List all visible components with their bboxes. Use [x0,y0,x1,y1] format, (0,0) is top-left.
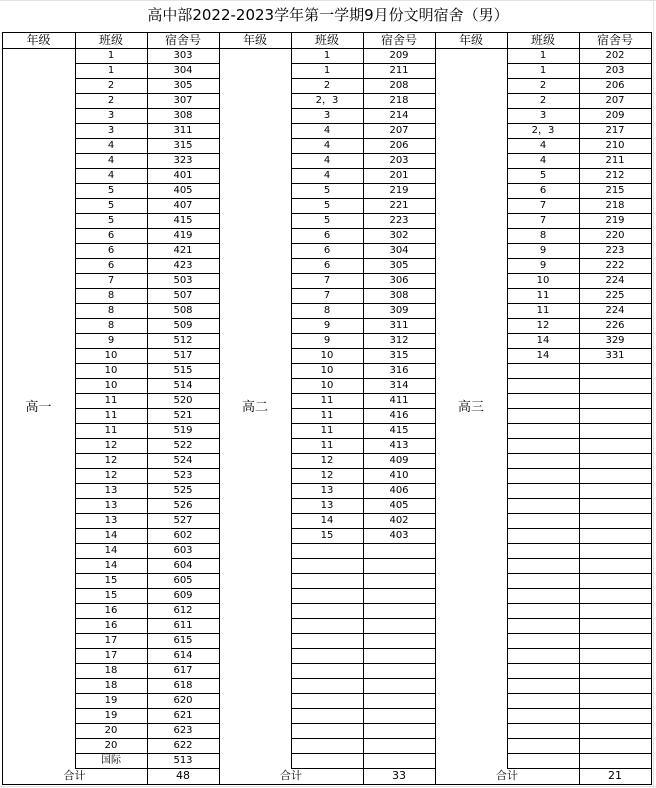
class-number: 13 [104,515,118,526]
dorm-number: 507 [173,290,193,301]
class-number: 3 [107,125,115,136]
class-number: 9 [323,335,331,346]
dorm-number: 415 [173,215,193,226]
dorm-number: 615 [173,635,193,646]
class-number: 6 [539,185,547,196]
dorm-number: 604 [173,560,193,571]
dorm-number: 222 [605,260,625,271]
dorm-number: 211 [605,155,625,166]
class-number: 10 [320,350,334,361]
class-number: 17 [104,650,118,661]
class-number: 4 [107,155,115,166]
border-line [579,32,580,785]
class-number: 14 [536,335,550,346]
dorm-number: 609 [173,590,193,601]
dorm-number: 411 [389,395,409,406]
dorm-number: 419 [173,230,193,241]
class-number: 5 [323,215,331,226]
dorm-number: 315 [389,350,409,361]
dorm-number: 212 [605,170,625,181]
class-number: 5 [323,185,331,196]
class-number: 11 [320,425,334,436]
class-number: 9 [539,260,547,271]
dorm-number: 308 [389,290,409,301]
class-number: 18 [104,665,118,676]
class-number: 8 [107,290,115,301]
dorm-number: 611 [173,620,193,631]
class-number: 14 [536,350,550,361]
dorm-number: 508 [173,305,193,316]
dorm-number: 410 [389,470,409,481]
class-number: 6 [107,245,115,256]
dorm-number: 602 [173,530,193,541]
class-number: 11 [536,290,550,301]
border-line [2,48,652,49]
dorm-number: 323 [173,155,193,166]
dorm-number: 203 [605,65,625,76]
dorm-number: 218 [389,95,409,106]
dorm-number: 621 [173,710,193,721]
class-number: 12 [320,455,334,466]
dorm-number: 526 [173,500,193,511]
class-number: 13 [104,500,118,511]
dorm-number: 618 [173,680,193,691]
dorm-number: 219 [389,185,409,196]
class-number: 7 [323,290,331,301]
border-line [147,32,148,785]
dorm-number: 314 [389,380,409,391]
class-number: 8 [107,320,115,331]
border-line [75,32,76,768]
dorm-number: 224 [605,305,625,316]
class-number: 14 [104,545,118,556]
class-number: 12 [104,470,118,481]
dorm-number: 612 [173,605,193,616]
class-number: 11 [320,440,334,451]
border-line [2,32,3,785]
class-number: 13 [320,485,334,496]
dorm-number: 303 [173,50,193,61]
class-number: 5 [539,170,547,181]
dorm-number: 523 [173,470,193,481]
dorm-number: 206 [605,80,625,91]
dorm-number: 208 [389,80,409,91]
class-number: 3 [323,110,331,121]
class-number: 5 [323,200,331,211]
class-number: 8 [107,305,115,316]
class-number: 18 [104,680,118,691]
dorm-number: 614 [173,650,193,661]
dorm-number: 304 [389,245,409,256]
dorm-number: 316 [389,365,409,376]
header-dorm: 宿舍号 [596,33,633,47]
class-number: 19 [104,710,118,721]
dorm-number: 221 [389,200,409,211]
dorm-number: 520 [173,395,193,406]
border-line [2,784,652,785]
class-number: 14 [104,560,118,571]
dorm-number: 224 [605,275,625,286]
dorm-number: 220 [605,230,625,241]
dorm-number: 217 [605,125,625,136]
dorm-number: 524 [173,455,193,466]
class-number: 16 [104,620,118,631]
class-number: 15 [320,530,334,541]
header-dorm: 宿舍号 [164,33,201,47]
border-line [2,32,652,33]
class-number: 国际 [101,755,121,766]
dorm-number: 603 [173,545,193,556]
header-grade: 年级 [26,33,51,47]
class-number: 15 [104,575,118,586]
class-number: 4 [539,140,547,151]
class-number: 10 [320,380,334,391]
class-number: 20 [104,725,118,736]
dorm-number: 527 [173,515,193,526]
class-number: 4 [107,140,115,151]
class-number: 7 [323,275,331,286]
dorm-number: 423 [173,260,193,271]
class-number: 4 [107,170,115,181]
header-class: 班级 [98,33,123,47]
dorm-number: 406 [389,485,409,496]
class-number: 15 [104,590,118,601]
dorm-number: 503 [173,275,193,286]
class-number: 11 [536,305,550,316]
header-class: 班级 [314,33,339,47]
dorm-number: 521 [173,410,193,421]
gridline [0,786,656,787]
dorm-number: 315 [173,140,193,151]
class-number: 10 [104,350,118,361]
class-number: 11 [104,425,118,436]
class-number: 2 [539,95,547,106]
dorm-number: 210 [605,140,625,151]
dorm-number: 312 [389,335,409,346]
dorm-number: 305 [389,260,409,271]
total-count: 21 [608,769,622,782]
dorm-number: 307 [173,95,193,106]
dorm-number: 211 [389,65,409,76]
class-number: 4 [323,125,331,136]
grade-label: 高一 [25,400,52,415]
dorm-number: 209 [605,110,625,121]
class-number: 5 [107,215,115,226]
dorm-number: 409 [389,455,409,466]
class-number: 7 [539,200,547,211]
dorm-number: 202 [605,50,625,61]
class-number: 2 [107,80,115,91]
grade-label: 高三 [457,400,484,415]
dorm-number: 201 [389,170,409,181]
dorm-number: 207 [605,95,625,106]
class-number: 6 [323,245,331,256]
dorm-number: 617 [173,665,193,676]
border-line [291,32,292,768]
class-number: 2 [323,80,331,91]
class-number: 6 [323,260,331,271]
dorm-number: 403 [389,530,409,541]
class-number: 2，3 [315,95,339,106]
class-number: 4 [323,170,331,181]
header-grade: 年级 [458,33,483,47]
class-number: 1 [107,50,115,61]
dorm-number: 223 [605,245,625,256]
class-number: 1 [323,65,331,76]
dorm-number: 509 [173,320,193,331]
dorm-number: 515 [173,365,193,376]
class-number: 8 [323,305,331,316]
gridline [653,0,654,788]
dorm-number: 209 [389,50,409,61]
dorm-number: 517 [173,350,193,361]
class-number: 11 [104,395,118,406]
class-number: 12 [536,320,550,331]
class-number: 7 [107,275,115,286]
class-number: 1 [539,65,547,76]
border-line [435,32,436,785]
dorm-number: 620 [173,695,193,706]
border-line [651,32,652,785]
dorm-number: 405 [389,500,409,511]
class-number: 1 [323,50,331,61]
dorm-number: 306 [389,275,409,286]
dorm-number: 421 [173,245,193,256]
dorm-number: 223 [389,215,409,226]
header-dorm: 宿舍号 [380,33,417,47]
class-number: 2，3 [531,125,555,136]
dorm-number: 402 [389,515,409,526]
class-number: 3 [107,110,115,121]
class-number: 6 [323,230,331,241]
class-number: 10 [104,365,118,376]
class-number: 6 [107,230,115,241]
class-number: 14 [104,530,118,541]
class-number: 4 [539,155,547,166]
dorm-number: 304 [173,65,193,76]
class-number: 9 [107,335,115,346]
class-number: 13 [104,485,118,496]
class-number: 1 [107,65,115,76]
class-number: 2 [539,80,547,91]
dorm-number: 311 [389,320,409,331]
dorm-number: 405 [173,185,193,196]
class-number: 11 [320,410,334,421]
dorm-number: 203 [389,155,409,166]
total-label: 合计 [280,769,302,782]
dorm-number: 605 [173,575,193,586]
dorm-number: 308 [173,110,193,121]
dorm-number: 401 [173,170,193,181]
total-count: 48 [176,769,190,782]
class-number: 13 [320,500,334,511]
class-number: 7 [539,215,547,226]
class-number: 9 [539,245,547,256]
dorm-number: 219 [605,215,625,226]
class-number: 11 [104,410,118,421]
border-line [219,32,220,785]
class-number: 19 [104,695,118,706]
dorm-number: 331 [605,350,625,361]
dorm-number: 206 [389,140,409,151]
class-number: 1 [539,50,547,61]
dorm-number: 413 [389,440,409,451]
dorm-number: 415 [389,425,409,436]
class-number: 14 [320,515,334,526]
class-number: 20 [104,740,118,751]
header-class: 班级 [530,33,555,47]
class-number: 10 [320,365,334,376]
class-number: 5 [107,185,115,196]
total-count: 33 [392,769,406,782]
dorm-number: 622 [173,740,193,751]
dorm-number: 225 [605,290,625,301]
class-number: 16 [104,605,118,616]
dorm-number: 522 [173,440,193,451]
border-line [363,32,364,785]
total-label: 合计 [496,769,518,782]
class-number: 3 [539,110,547,121]
class-number: 17 [104,635,118,646]
dorm-number: 623 [173,725,193,736]
dorm-number: 215 [605,185,625,196]
dorm-number: 207 [389,125,409,136]
class-number: 4 [323,155,331,166]
grade-label: 高二 [241,400,268,415]
gridline [0,0,656,1]
header-grade: 年级 [242,33,267,47]
dorm-number: 416 [389,410,409,421]
sheet-title: 高中部2022-2023学年第一学期9月份文明宿舍（男） [147,6,509,24]
class-number: 12 [320,470,334,481]
class-number: 12 [104,440,118,451]
class-number: 6 [107,260,115,271]
dorm-number: 525 [173,485,193,496]
class-number: 11 [320,395,334,406]
class-number: 10 [104,380,118,391]
dorm-number: 407 [173,200,193,211]
dorm-number: 302 [389,230,409,241]
class-number: 4 [323,140,331,151]
dorm-number: 513 [173,755,193,766]
total-label: 合计 [63,769,86,782]
dorm-number: 519 [173,425,193,436]
class-number: 10 [536,275,550,286]
class-number: 5 [107,200,115,211]
class-number: 12 [104,455,118,466]
dorm-number: 329 [605,335,625,346]
dorm-number: 214 [389,110,409,121]
dorm-number: 514 [173,380,193,391]
class-number: 9 [323,320,331,331]
dorm-number: 305 [173,80,193,91]
dorm-number: 311 [173,125,193,136]
dorm-number: 226 [605,320,625,331]
class-number: 8 [539,230,547,241]
class-number: 2 [107,95,115,106]
dorm-number: 309 [389,305,409,316]
dorm-number: 218 [605,200,625,211]
border-line [507,32,508,768]
dorm-number: 512 [173,335,193,346]
